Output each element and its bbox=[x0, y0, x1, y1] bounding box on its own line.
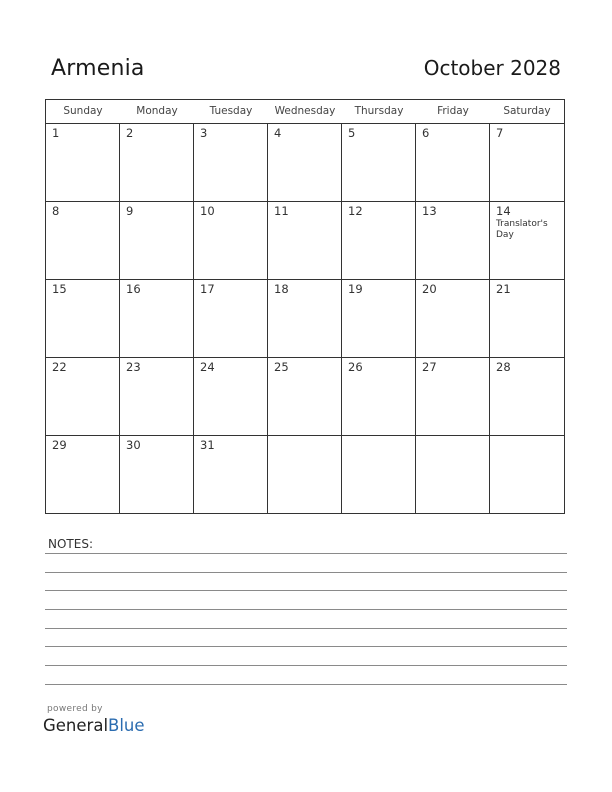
day-cell bbox=[194, 436, 268, 513]
weekday-wednesday: Wednesday bbox=[274, 105, 336, 117]
day-cell bbox=[490, 202, 564, 279]
day-number: 28 bbox=[496, 360, 511, 374]
brand-logo[interactable] bbox=[43, 716, 145, 735]
calendar-grid bbox=[45, 99, 565, 514]
day-cell bbox=[490, 436, 564, 513]
month-year-title: October 2028 bbox=[423, 56, 561, 80]
day-number: 11 bbox=[274, 204, 289, 218]
day-number: 1 bbox=[52, 126, 60, 140]
day-cell bbox=[342, 124, 416, 201]
day-cell bbox=[342, 358, 416, 435]
week-row-2 bbox=[46, 202, 564, 280]
day-number: 7 bbox=[496, 126, 504, 140]
day-number: 3 bbox=[200, 126, 208, 140]
weekday-sunday: Sunday bbox=[63, 105, 103, 117]
day-cell bbox=[120, 436, 194, 513]
day-cell bbox=[416, 124, 490, 201]
day-number: 13 bbox=[422, 204, 437, 218]
day-cell bbox=[342, 202, 416, 279]
day-cell bbox=[46, 280, 120, 357]
day-number: 30 bbox=[126, 438, 141, 452]
day-number: 19 bbox=[348, 282, 363, 296]
day-cell bbox=[120, 280, 194, 357]
day-number: 24 bbox=[200, 360, 215, 374]
day-cell bbox=[194, 280, 268, 357]
day-cell bbox=[46, 358, 120, 435]
note-line bbox=[45, 609, 567, 610]
weekday-monday: Monday bbox=[136, 105, 178, 117]
weekday-saturday: Saturday bbox=[503, 105, 551, 117]
day-number: 23 bbox=[126, 360, 141, 374]
day-number: 22 bbox=[52, 360, 67, 374]
day-number: 16 bbox=[126, 282, 141, 296]
day-number: 26 bbox=[348, 360, 363, 374]
day-cell bbox=[46, 124, 120, 201]
week-row-5 bbox=[46, 436, 564, 513]
country-title: Armenia bbox=[51, 56, 145, 81]
note-line bbox=[45, 628, 567, 629]
weekday-header-row bbox=[46, 100, 564, 124]
day-cell bbox=[120, 202, 194, 279]
day-cell bbox=[490, 124, 564, 201]
day-number: 9 bbox=[126, 204, 134, 218]
weekday-friday: Friday bbox=[437, 105, 469, 117]
day-number: 10 bbox=[200, 204, 215, 218]
day-number: 27 bbox=[422, 360, 437, 374]
day-cell bbox=[194, 124, 268, 201]
powered-by-text: powered by bbox=[47, 704, 103, 714]
day-number: 17 bbox=[200, 282, 215, 296]
day-number: 6 bbox=[422, 126, 430, 140]
day-number: 18 bbox=[274, 282, 289, 296]
note-line bbox=[45, 684, 567, 685]
day-number: 14 bbox=[496, 204, 511, 218]
brand-name-blue: Blue bbox=[108, 716, 145, 735]
day-number: 2 bbox=[126, 126, 134, 140]
day-number: 25 bbox=[274, 360, 289, 374]
note-line bbox=[45, 646, 567, 647]
day-number: 29 bbox=[52, 438, 67, 452]
week-row-3 bbox=[46, 280, 564, 358]
note-line bbox=[45, 572, 567, 573]
day-cell bbox=[46, 436, 120, 513]
note-line bbox=[45, 665, 567, 666]
day-cell bbox=[416, 436, 490, 513]
week-row-1 bbox=[46, 124, 564, 202]
day-number: 21 bbox=[496, 282, 511, 296]
day-cell bbox=[342, 436, 416, 513]
day-cell bbox=[268, 124, 342, 201]
day-number: 12 bbox=[348, 204, 363, 218]
day-cell bbox=[120, 124, 194, 201]
day-cell bbox=[416, 202, 490, 279]
day-cell bbox=[490, 280, 564, 357]
day-number: 31 bbox=[200, 438, 215, 452]
day-cell bbox=[46, 202, 120, 279]
day-cell bbox=[416, 280, 490, 357]
day-number: 15 bbox=[52, 282, 67, 296]
day-cell bbox=[268, 436, 342, 513]
day-number: 20 bbox=[422, 282, 437, 296]
day-cell bbox=[268, 280, 342, 357]
day-cell bbox=[268, 202, 342, 279]
day-cell bbox=[490, 358, 564, 435]
week-row-4 bbox=[46, 358, 564, 436]
day-cell bbox=[120, 358, 194, 435]
day-number: 8 bbox=[52, 204, 60, 218]
day-number: 5 bbox=[348, 126, 356, 140]
day-number: 4 bbox=[274, 126, 282, 140]
note-line bbox=[45, 590, 567, 591]
day-cell bbox=[416, 358, 490, 435]
notes-label: NOTES: bbox=[48, 537, 93, 551]
brand-name-general: General bbox=[43, 716, 109, 735]
holiday-label: Translator's Day bbox=[496, 219, 548, 240]
day-cell bbox=[268, 358, 342, 435]
note-line bbox=[45, 553, 567, 554]
weekday-tuesday: Tuesday bbox=[209, 105, 253, 117]
day-cell bbox=[194, 202, 268, 279]
day-cell bbox=[194, 358, 268, 435]
weekday-thursday: Thursday bbox=[354, 105, 404, 117]
day-cell bbox=[342, 280, 416, 357]
